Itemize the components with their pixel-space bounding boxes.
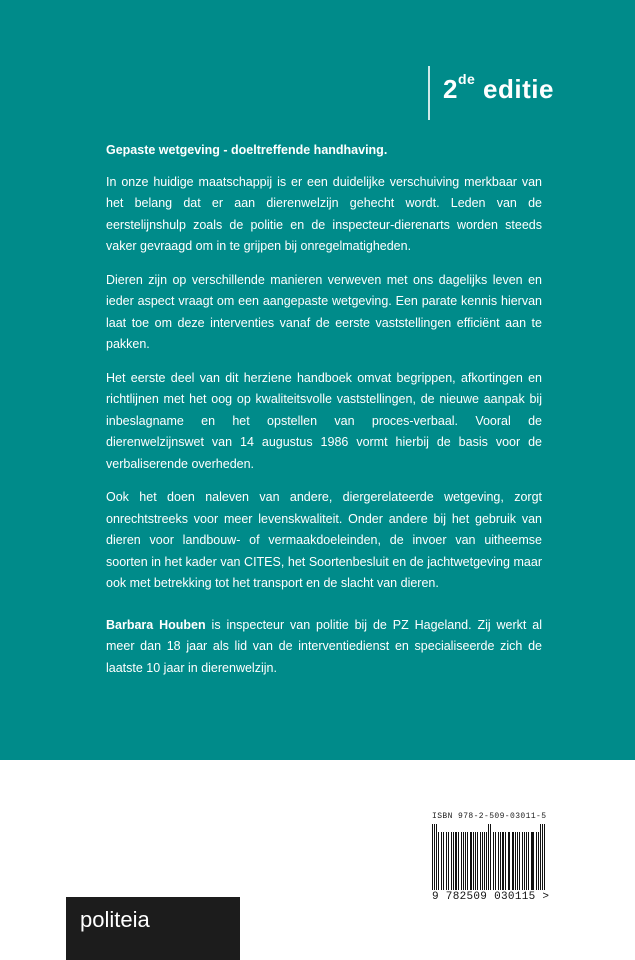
barcode-bar	[463, 832, 464, 890]
barcode-bar	[519, 832, 520, 890]
barcode-bar	[542, 824, 543, 890]
isbn-label: ISBN 978-2-509-03011-5	[432, 812, 547, 821]
barcode-bar	[458, 832, 459, 890]
barcode-bar	[532, 832, 534, 890]
barcode-bar	[493, 832, 494, 890]
barcode-bar	[526, 832, 527, 890]
barcode-bar	[540, 824, 541, 890]
barcode-bar	[508, 832, 509, 890]
barcode-bar	[488, 824, 489, 890]
barcode-bar	[482, 832, 483, 890]
blurb	[106, 140, 542, 691]
blurb-lead: Gepaste wetgeving - doeltreffende handhaving.	[106, 143, 388, 157]
barcode-bar	[453, 832, 454, 890]
barcode-bar	[461, 832, 462, 890]
barcode-bar	[470, 832, 472, 890]
barcode-bar	[467, 832, 468, 890]
isbn-barcode	[432, 812, 550, 903]
author-bio-text: is inspecteur van politie bij de PZ Hageland. Zij werkt al meer dan 18 jaar als lid van de interventiedienst en specialiseerde zich de laatste 10 jaar in dierenwelzijn.	[106, 617, 542, 675]
barcode-bar	[500, 832, 501, 890]
blurb-paragraph-3: Het eerste deel van dit herziene handboek omvat begrippen, afkortingen en richtlijnen met het oog op kwaliteitsvolle vaststellingen, de nieuwe aanpak bij inbeslagname en het opstellen van proces-verbaal. Vooral de dierenwelzijnswet van 14 augustus 1986 vormt hierbij de basis voor de verbaliserende overheden.	[106, 370, 542, 471]
blurb-paragraph-2: Dieren zijn op verschillende manieren verweven met ons dagelijks leven en ieder aspect vraagt om een aangepaste wetgeving. Een parate kennis hiervan laat toe om deze interventies vanaf de eerste vaststellingen efficiënt aan te pakken.	[106, 272, 542, 351]
barcode-bar	[455, 832, 457, 890]
barcode-bar	[441, 832, 442, 890]
blurb-paragraph-1: In onze huidige maatschappij is er een duidelijke verschuiving merkbaar van het belang dat er aan dierenwelzijn gehecht wordt. Leden van de eerstelijnshulp zoals de politie en de inspecteur-dierenarts worden steeds vaker gevraagd om in te grijpen bij onregelmatigheden.	[106, 174, 542, 253]
author-bio	[106, 615, 542, 680]
barcode-bar	[544, 824, 545, 890]
barcode-bar	[498, 832, 499, 890]
barcode-bar	[480, 832, 481, 890]
barcode-bar	[465, 832, 466, 890]
barcode-bar	[495, 832, 497, 890]
barcode-bar	[484, 832, 485, 890]
barcode-bar	[509, 832, 510, 890]
edition-number: 2	[443, 74, 458, 104]
edition-word: editie	[483, 74, 554, 104]
blurb-paragraph-4: Ook het doen naleven van andere, diergerelateerde wetgeving, zorgt onrechtstreeks voor meer levenskwaliteit. Onder andere bij het gebruik van dieren voor landbouw- of vermaakdoeleinden, de invoer van uitheemse soorten in het kader van CITES, het Soortenbesluit en de jachtwetgeving maar ook met betrekking tot het transport en de slacht van dieren.	[106, 490, 542, 590]
barcode-bar	[502, 832, 503, 890]
author-name: Barbara Houben	[106, 617, 206, 632]
ean-number: 9 782509 030115 >	[432, 891, 550, 903]
barcode-bar	[434, 824, 435, 890]
barcode-bar	[490, 824, 491, 890]
publisher-logo	[66, 897, 240, 960]
barcode-bar	[524, 832, 525, 890]
barcode-bar	[538, 832, 539, 890]
barcode-bar	[522, 832, 523, 890]
barcode-bar	[512, 832, 514, 890]
barcode-bar	[505, 832, 506, 890]
publisher-name: politeia	[80, 907, 150, 932]
barcode-bar	[446, 832, 447, 890]
barcode-bar	[438, 832, 440, 890]
barcode-bar	[451, 832, 452, 890]
barcode-bar	[477, 832, 478, 890]
barcode-bar	[517, 832, 518, 890]
barcode-bar	[432, 824, 433, 890]
edition-label	[443, 71, 554, 105]
barcode-bar	[448, 832, 449, 890]
barcode-bar	[443, 832, 444, 890]
edition-divider	[428, 66, 430, 120]
barcode-bar	[536, 832, 537, 890]
barcode-bar	[486, 832, 487, 890]
barcode-bar	[475, 832, 476, 890]
barcode-bar	[531, 832, 532, 890]
barcode-bar	[473, 832, 474, 890]
barcode-bar	[436, 824, 437, 890]
edition-suffix: de	[457, 71, 476, 88]
barcode-bar	[528, 832, 529, 890]
barcode-bars	[432, 824, 546, 890]
barcode-bar	[515, 832, 516, 890]
